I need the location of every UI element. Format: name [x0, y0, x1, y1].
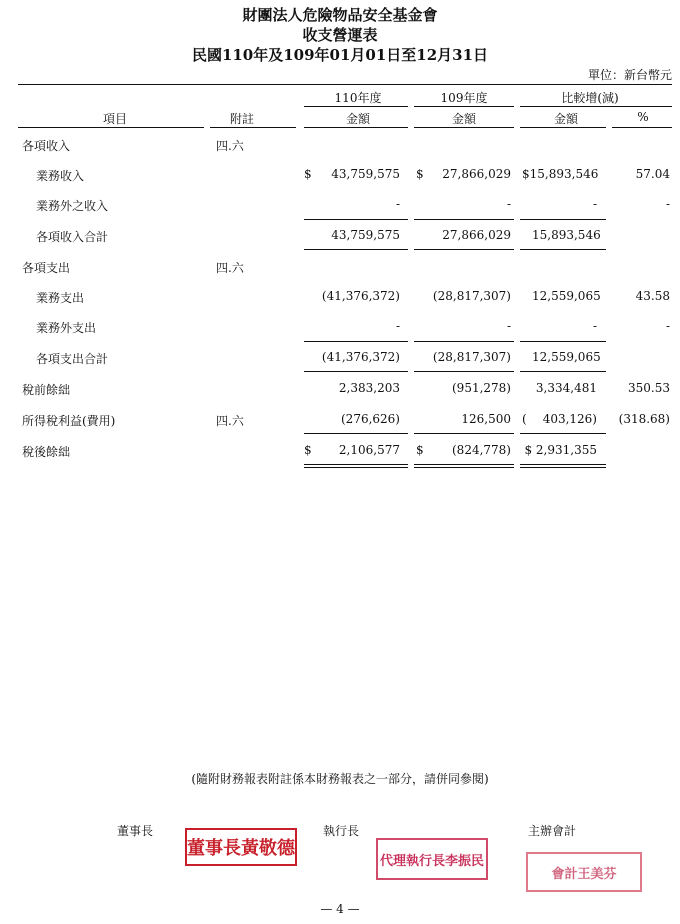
chairman-seal	[185, 828, 297, 866]
row-amount-compare: 15,893,546	[532, 228, 601, 242]
col-header-note: 附註	[229, 112, 254, 126]
table-row	[0, 443, 680, 463]
row-amount-109: 126,500	[461, 412, 511, 426]
final-double-rule-109	[414, 464, 514, 465]
row-amount-109: -	[506, 197, 511, 211]
row-paren-compare: (	[522, 412, 527, 426]
row-item: 業務外支出	[36, 321, 97, 335]
footnote: (隨附財務報表附註係本財務報表之一部分，請併同參閱)	[191, 772, 489, 786]
row-amount-compare: -	[592, 197, 597, 211]
row-item: 業務收入	[36, 169, 85, 183]
header-underline-109	[414, 127, 514, 128]
row-pct: 350.53	[628, 381, 670, 395]
row-amount-110: 43,759,575	[331, 228, 400, 242]
row-amount-110: -	[395, 197, 400, 211]
row-item: 各項收入	[22, 139, 71, 153]
col-header-109: 109年度	[440, 91, 488, 105]
row-dollar-109: $	[416, 167, 424, 181]
header-underline-pct	[612, 127, 672, 128]
col-header-item: 項目	[102, 112, 127, 126]
row-item: 所得稅利益(費用)	[22, 414, 116, 428]
subtotal-rule-109	[414, 219, 514, 220]
col-header-rule-compare	[520, 106, 672, 107]
subtotal-rule-compare	[520, 341, 606, 342]
row-note: 四.六	[216, 139, 244, 153]
row-amount-110: (41,376,372)	[321, 289, 400, 303]
accountant-label: 主辦會計	[528, 824, 577, 838]
col-header-rule-110	[304, 106, 408, 107]
table-row	[0, 259, 680, 279]
ceo-seal-text: 代理執行長李振民	[379, 853, 484, 869]
final-double-rule-compareb	[520, 467, 606, 468]
row-amount-109: (951,278)	[452, 381, 511, 395]
subtotal-rule-109	[414, 341, 514, 342]
total-rule-110	[304, 371, 408, 372]
accountant-seal-text: 會計王美芬	[551, 866, 617, 882]
header-underline-item	[18, 127, 204, 128]
ceo-label: 執行長	[323, 824, 360, 838]
col-header-amount-110: 金額	[345, 112, 370, 126]
row-pct: 57.04	[635, 167, 670, 181]
pre-final-rule-109	[414, 433, 514, 434]
org-name: 財團法人危險物品安全基金會	[242, 6, 438, 24]
total-rule-compare	[520, 249, 606, 250]
row-amount-110: -	[395, 319, 400, 333]
row-amount-110: 2,383,203	[338, 381, 400, 395]
col-header-pct: %	[637, 110, 649, 124]
row-amount-compare: 12,559,065	[532, 350, 601, 364]
row-dollar-110: $	[304, 443, 312, 457]
table-top-rule	[18, 84, 672, 85]
table-row	[0, 228, 680, 248]
table-row	[0, 289, 680, 309]
row-amount-109: 27,866,029	[442, 228, 511, 242]
row-pct: -	[665, 319, 670, 333]
row-amount-110: 43,759,575	[331, 167, 400, 181]
row-amount-compare: 12,559,065	[532, 289, 601, 303]
table-row	[0, 137, 680, 157]
table-row	[0, 167, 680, 187]
total-rule-compare	[520, 371, 606, 372]
report-title: 收支營運表	[302, 26, 378, 44]
header-underline-compare	[520, 127, 606, 128]
row-pct: -	[665, 197, 670, 211]
row-dollar-110: $	[304, 167, 312, 181]
pre-final-rule-compare	[520, 433, 606, 434]
row-pct: 43.58	[635, 289, 670, 303]
final-double-rule-compare	[520, 464, 606, 465]
row-amount-109: 27,866,029	[442, 167, 511, 181]
final-double-rule-110	[304, 464, 408, 465]
page-number: — 4 —	[320, 902, 360, 916]
row-amount-compare: -	[592, 319, 597, 333]
currency-unit: 單位：新台幣元	[587, 68, 672, 82]
final-double-rule-110b	[304, 467, 408, 468]
table-row	[0, 412, 680, 432]
row-amount-110: 2,106,577	[338, 443, 400, 457]
subtotal-rule-110	[304, 219, 408, 220]
row-item: 業務外之收入	[36, 199, 109, 213]
row-amount-109: (28,817,307)	[432, 350, 511, 364]
row-item: 稅後餘絀	[22, 445, 71, 459]
row-amount-compare: $15,893,546	[522, 167, 599, 181]
total-rule-109	[414, 371, 514, 372]
row-item: 各項收入合計	[36, 230, 109, 244]
row-amount-110: (41,376,372)	[321, 350, 400, 364]
row-item: 稅前餘絀	[22, 383, 71, 397]
ceo-seal	[376, 838, 488, 880]
row-amount-110: (276,626)	[341, 412, 400, 426]
report-period: 民國110年及109年01月01日至12月31日	[191, 46, 489, 64]
header-underline-110	[304, 127, 408, 128]
row-note: 四.六	[216, 261, 244, 275]
row-amount-109: (824,778)	[452, 443, 511, 457]
row-dollar-109: $	[416, 443, 424, 457]
chairman-label: 董事長	[117, 824, 154, 838]
row-item: 各項支出	[22, 261, 71, 275]
pre-final-rule-110	[304, 433, 408, 434]
row-item: 各項支出合計	[36, 352, 109, 366]
final-double-rule-109b	[414, 467, 514, 468]
header-underline-note	[210, 127, 296, 128]
table-row	[0, 381, 680, 401]
chairman-seal-text: 董事長黃敬德	[187, 838, 295, 859]
row-amount-compare: 3,334,481	[535, 381, 597, 395]
table-row	[0, 350, 680, 370]
col-header-compare: 比較增(減)	[561, 91, 619, 105]
total-rule-110	[304, 249, 408, 250]
row-note: 四.六	[216, 414, 244, 428]
row-amount-compare: 403,126)	[542, 412, 597, 426]
col-header-amount-compare: 金額	[553, 112, 578, 126]
subtotal-rule-compare	[520, 219, 606, 220]
row-amount-109: (28,817,307)	[432, 289, 511, 303]
row-amount-109: -	[506, 319, 511, 333]
row-pct: (318.68)	[618, 412, 670, 426]
col-header-110: 110年度	[334, 91, 382, 105]
table-row	[0, 319, 680, 339]
total-rule-109	[414, 249, 514, 250]
table-row	[0, 197, 680, 217]
accountant-seal	[526, 852, 642, 892]
row-item: 業務支出	[36, 291, 85, 305]
subtotal-rule-110	[304, 341, 408, 342]
col-header-rule-109	[414, 106, 514, 107]
col-header-amount-109: 金額	[451, 112, 476, 126]
row-amount-compare: $ 2,931,355	[524, 443, 597, 457]
